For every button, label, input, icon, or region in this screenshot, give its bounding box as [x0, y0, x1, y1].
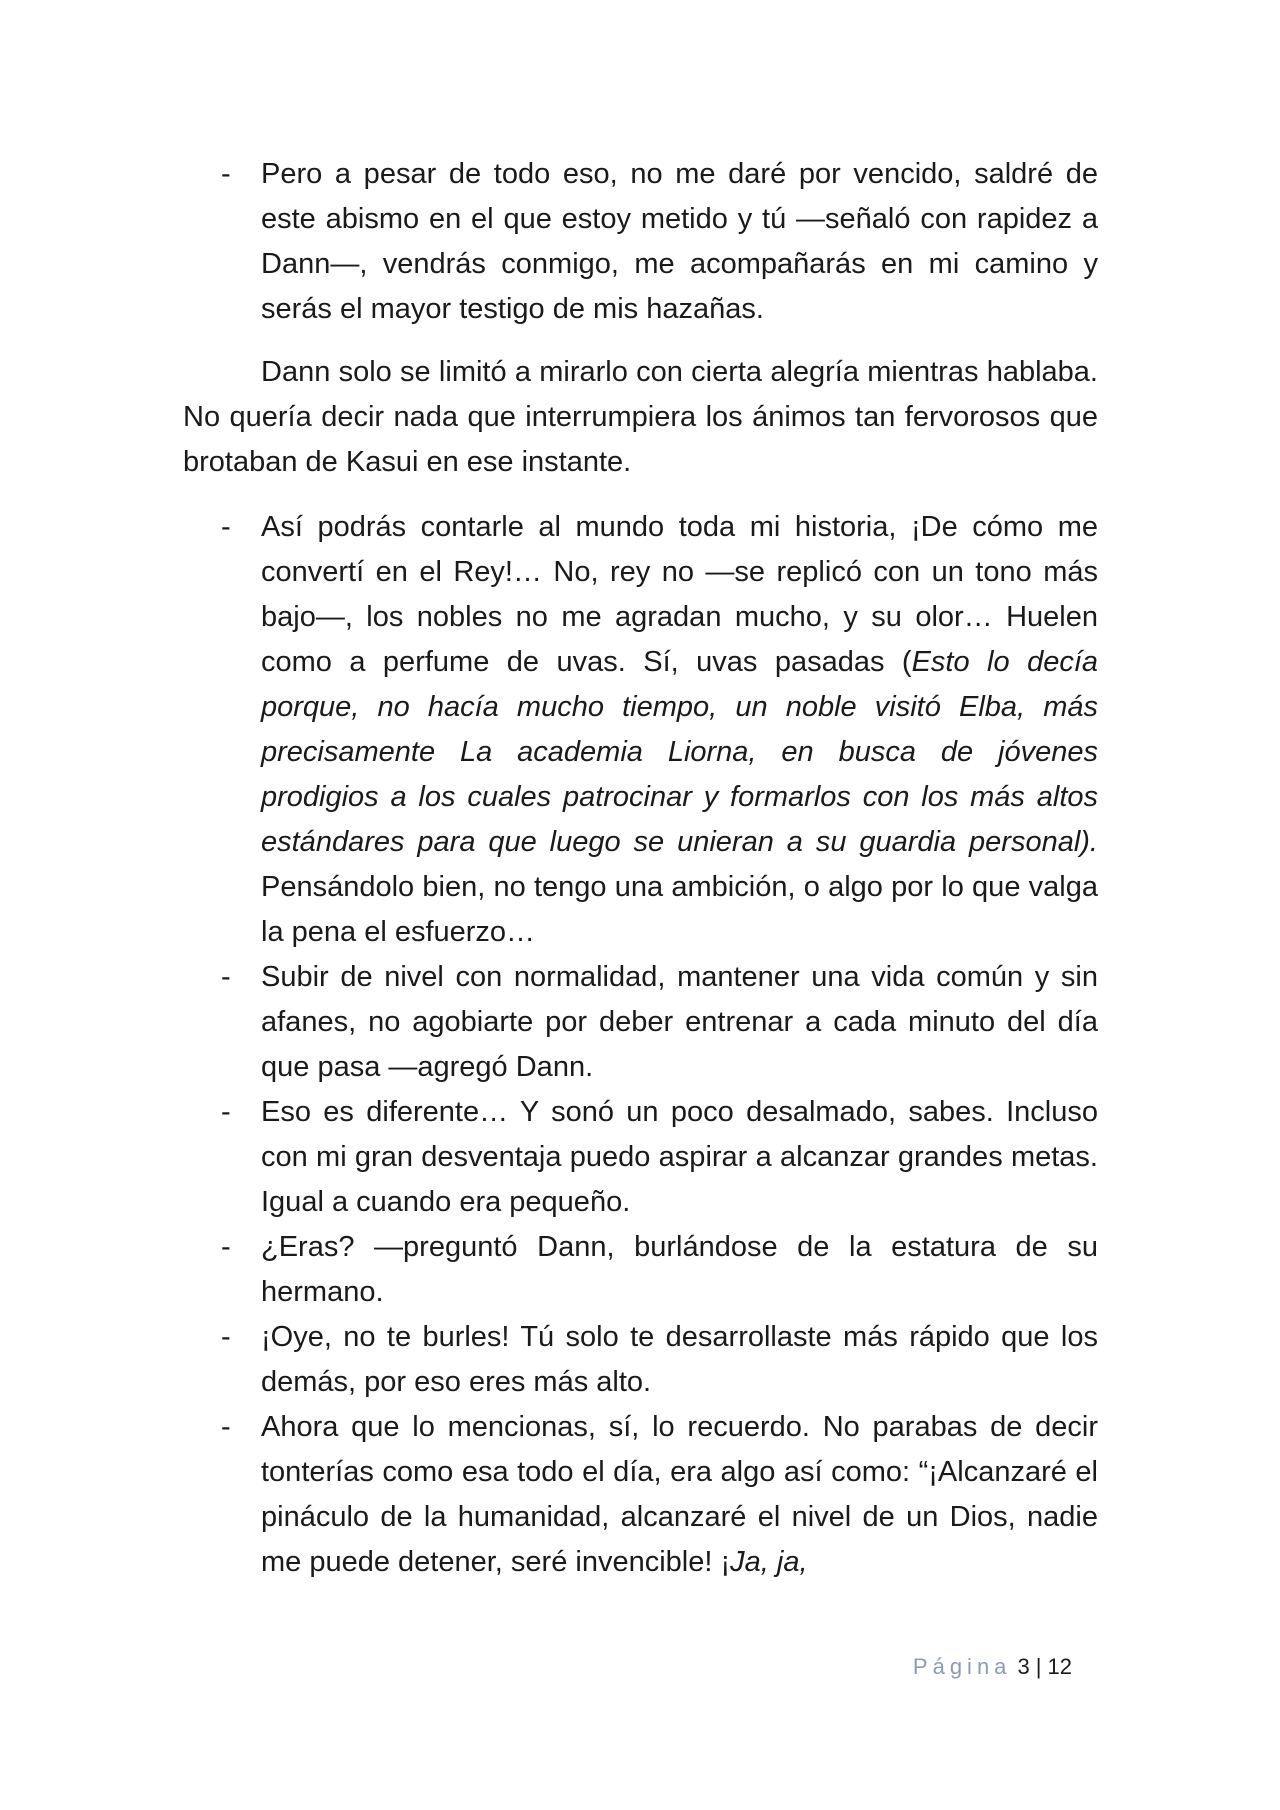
dialogue-line: [183, 955, 1098, 1090]
dialogue-text: ¿Eras? —preguntó Dann, burlándose de la estatura de su hermano.: [261, 1231, 1098, 1308]
dialogue-dash: -: [221, 1411, 231, 1443]
dialogue-line: [183, 1315, 1098, 1405]
dialogue-line: [183, 1090, 1098, 1225]
page-footer: [0, 1652, 1072, 1682]
narration-paragraph: Dann solo se limitó a mirarlo con cierta alegría mientras hablaba. No quería decir nada que interrumpiera los ánimos tan fervorosos que brotaban de Kasui en ese instante.: [183, 356, 1098, 478]
dialogue-dash: -: [221, 1231, 231, 1263]
dialogue-line: [183, 1405, 1098, 1585]
dialogue-text: Eso es diferente… Y sonó un poco desalmado, sabes. Incluso con mi gran desventaja puedo aspirar a alcanzar grandes metas. Igual a cuando era pequeño.: [261, 1096, 1098, 1218]
dialogue-text: Pensándolo bien, no tengo una ambición, o algo por lo que valga la pena el esfuerzo…: [261, 871, 1098, 948]
dialogue-dash: -: [221, 158, 231, 190]
dialogue-dash: -: [221, 511, 231, 543]
dialogue-line: [183, 152, 1098, 332]
dialogue-text: Ahora que lo mencionas, sí, lo recuerdo. No parabas de decir tonterías como esa todo el día, era algo así como: “¡Alcanzaré el pináculo de la humanidad, alcanzaré el nivel de un Dios, nadie me puede detener, seré invencible! ¡: [261, 1411, 1098, 1578]
dialogue-dash: -: [221, 961, 231, 993]
dialogue-text: Pero a pesar de todo eso, no me daré por vencido, saldré de este abismo en el que estoy metido y tú —señaló con rapidez a Dann—, vendrás conmigo, me acompañarás en mi camino y serás el mayor testigo de mis hazañas.: [261, 158, 1098, 325]
total-pages: 12: [1047, 1654, 1072, 1679]
italic-laugh: Ja, ja,: [730, 1546, 808, 1578]
page-body: [183, 152, 1098, 1585]
italic-aside: Esto lo decía porque, no hacía mucho tiempo, un noble visitó Elba, más precisamente La academia Liorna, en busca de jóvenes prodigios a los cuales patrocinar y formarlos con los más altos estándares para que luego se unieran a su guardia personal).: [261, 646, 1099, 858]
page-separator: |: [1035, 1654, 1042, 1679]
dialogue-line: [183, 1225, 1098, 1315]
page-label: Página: [912, 1654, 1012, 1679]
dialogue-text: Así podrás contarle al mundo toda mi historia, ¡De cómo me convertí en el Rey!… No, rey no —se replicó con un tono más bajo—, los nobles no me agradan mucho, y su olor… Huelen como a perfume de uvas. Sí, uvas pasadas (: [261, 511, 1098, 678]
dialogue-dash: -: [221, 1096, 231, 1128]
dialogue-dash: -: [221, 1321, 231, 1353]
dialogue-text: ¡Oye, no te burles! Tú solo te desarrollaste más rápido que los demás, por eso eres más alto.: [261, 1321, 1098, 1398]
page-number: 3: [1017, 1654, 1030, 1679]
dialogue-text: Subir de nivel con normalidad, mantener una vida común y sin afanes, no agobiarte por deber entrenar a cada minuto del día que pasa —agregó Dann.: [261, 961, 1098, 1083]
dialogue-line: [183, 505, 1098, 955]
